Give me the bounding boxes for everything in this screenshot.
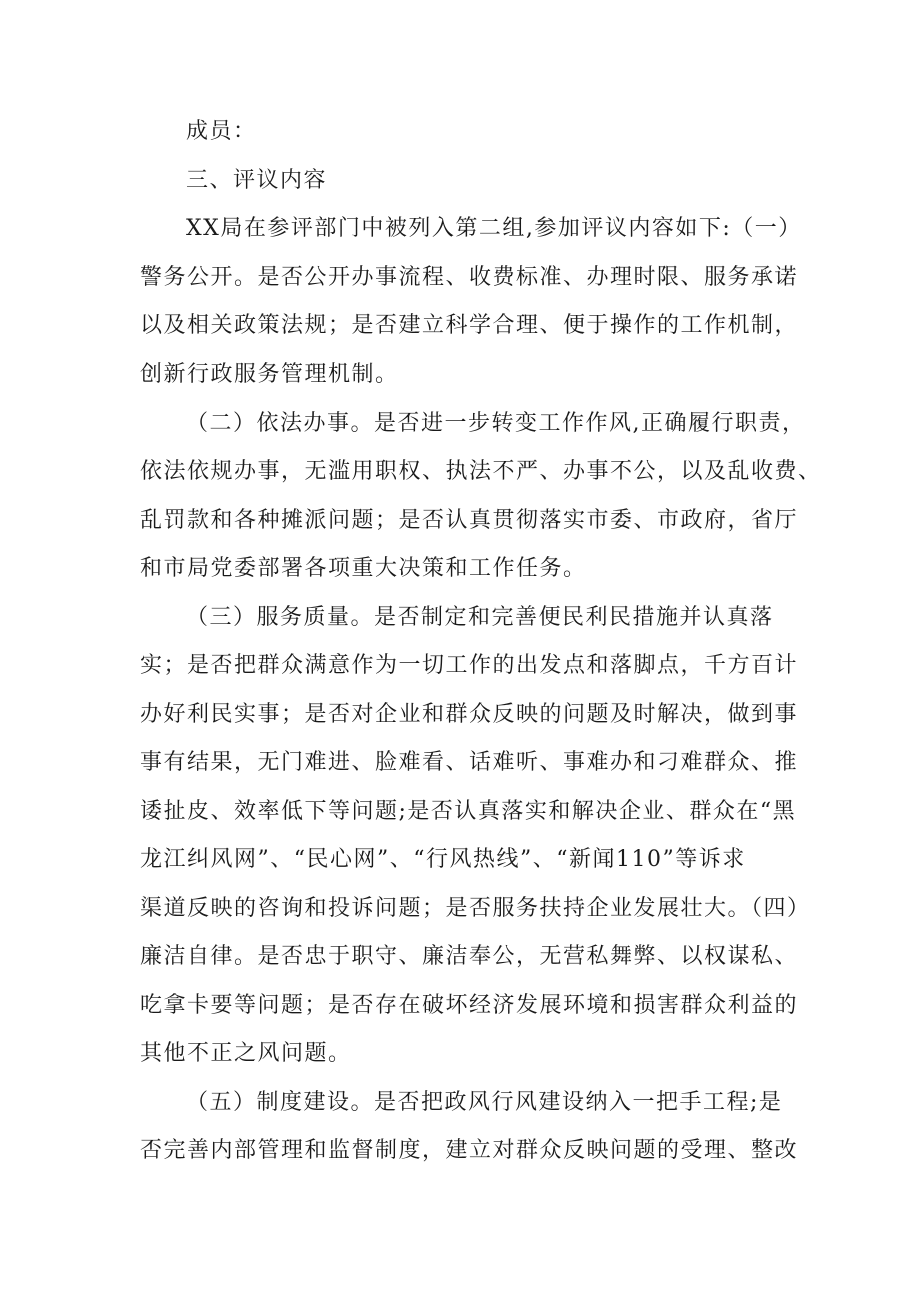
paragraph-3-line-2: 实；是否把群众满意作为一切工作的出发点和落脚点，千方百计 — [140, 653, 799, 678]
paragraph-3-line-10: 其他不正之风问题。 — [140, 1041, 352, 1066]
section-heading: 三、评议内容 — [186, 168, 328, 193]
paragraph-3-line-8: 廉洁自律。是否忠于职守、廉洁奉公，无营私舞弊、以权谋私、 — [140, 944, 799, 969]
text-line-members: 成员： — [186, 119, 257, 144]
paragraph-4-line-1: （五）制度建设。是否把政风行风建设纳入一把手工程;是 — [186, 1090, 783, 1115]
paragraph-3-line-5: 诿扯皮、效率低下等问题;是否认真落实和解决企业、群众在“黑 — [140, 799, 797, 824]
paragraph-2-line-1: （二）依法办事。是否进一步转变工作作风,正确履行职责， — [186, 411, 806, 436]
paragraph-3-line-1: （三）服务质量。是否制定和完善便民利民措施并认真落 — [186, 605, 774, 630]
paragraph-3-line-9: 吃拿卡要等问题；是否存在破坏经济发展环境和损害群众利益的 — [140, 993, 799, 1018]
paragraph-4-line-2: 否完善内部管理和监督制度，建立对群众反映问题的受理、整改 — [140, 1138, 799, 1163]
paragraph-3-line-7: 渠道反映的咨询和投诉问题；是否服务扶持企业发展壮大。（四） — [140, 896, 811, 921]
paragraph-1-line-1: XX局在参评部门中被列入第二组,参加评议内容如下:（一） — [186, 216, 802, 241]
paragraph-3-line-6: 龙江纠风网”、“民心网”、“行风热线”、“新闻110”等诉求 — [140, 847, 746, 872]
paragraph-3-line-4: 事有结果，无门难进、脸难看、话难听、事难办和刁难群众、推 — [140, 750, 799, 775]
paragraph-3-line-3: 办好利民实事；是否对企业和群众反映的问题及时解决，做到事 — [140, 702, 799, 727]
paragraph-1-line-3: 以及相关政策法规；是否建立科学合理、便于操作的工作机制， — [140, 313, 799, 338]
paragraph-2-line-2: 依法依规办事，无滥用职权、执法不严、办事不公，以及乱收费、 — [140, 459, 822, 484]
paragraph-1-line-2: 警务公开。是否公开办事流程、收费标准、办理时限、服务承诺 — [140, 265, 799, 290]
paragraph-2-line-4: 和市局党委部署各项重大决策和工作任务。 — [140, 556, 587, 581]
paragraph-1-line-4: 创新行政服务管理机制。 — [140, 362, 399, 387]
paragraph-2-line-3: 乱罚款和各种摊派问题；是否认真贯彻落实市委、市政府，省厅 — [140, 508, 799, 533]
